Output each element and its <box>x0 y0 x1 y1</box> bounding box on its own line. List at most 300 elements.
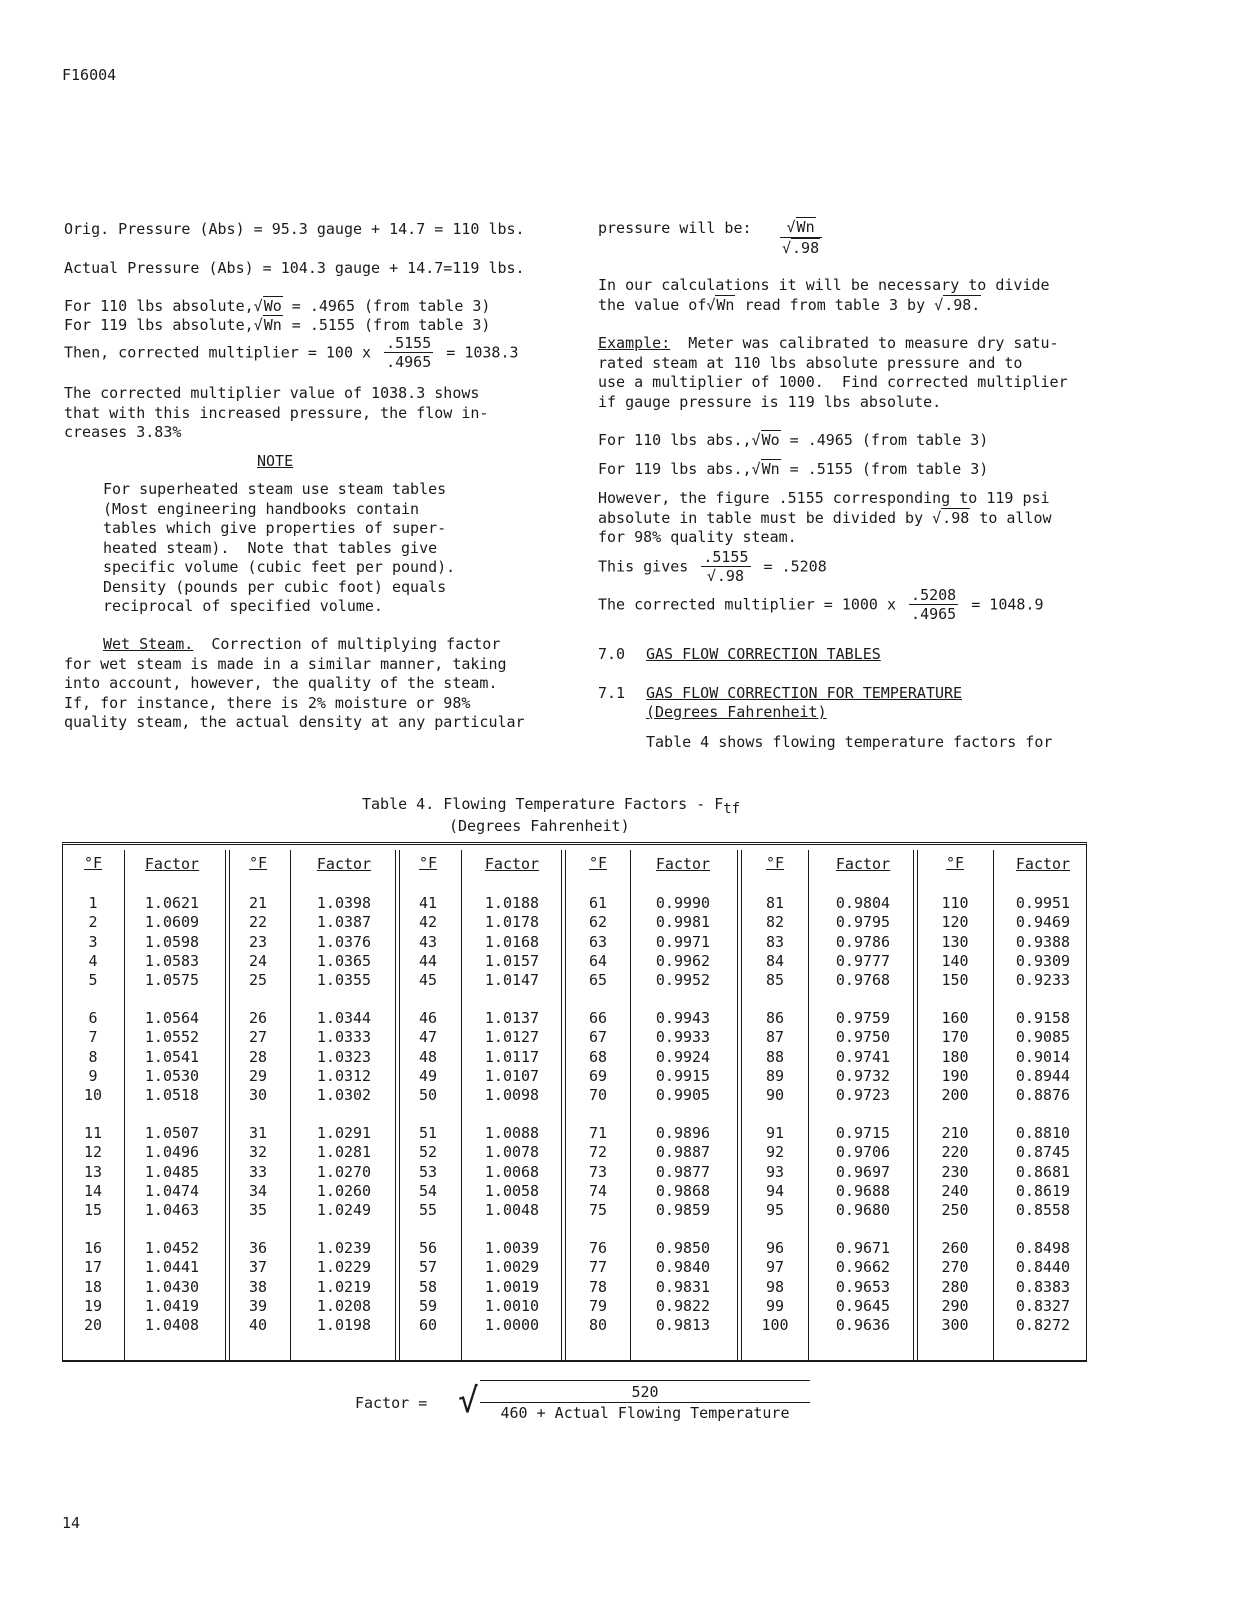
table-cell-temperature: 77 <box>588 1258 608 1277</box>
table-cell-factor: 0.9662 <box>835 1258 891 1277</box>
table-cell-factor: 1.0387 <box>316 913 372 932</box>
table-cell-factor: 1.0029 <box>484 1258 540 1277</box>
table-cell-temperature: 290 <box>941 1296 969 1315</box>
table-cell-factor: 0.9706 <box>835 1143 891 1162</box>
table-cell-temperature: 42 <box>418 913 438 932</box>
table-cell-factor: 0.9469 <box>1015 913 1071 932</box>
table-cell-temperature: 280 <box>941 1277 969 1296</box>
table-cell-factor: 1.0117 <box>484 1047 540 1066</box>
table-cell-temperature: 85 <box>765 971 785 990</box>
table-cell-factor: 1.0485 <box>144 1162 200 1181</box>
table-cell-temperature: 76 <box>588 1239 608 1257</box>
table-cell-factor: 0.9680 <box>835 1201 891 1220</box>
table-cell-factor: 1.0260 <box>316 1181 372 1200</box>
table-cell-temperature: 34 <box>248 1181 268 1200</box>
however-line-1: However, the figure .5155 corresponding to 119 psi <box>598 489 1050 507</box>
table-cell-temperature: 300 <box>941 1316 969 1335</box>
table-cell-temperature: 92 <box>765 1143 785 1162</box>
table-cell-temperature: 160 <box>941 1009 969 1027</box>
table-divider <box>737 850 742 1360</box>
table-cell-temperature: 140 <box>941 951 969 970</box>
column-header-f: °F <box>945 854 965 872</box>
table-cell-temperature: 260 <box>941 1239 969 1257</box>
table-cell-factor: 1.0463 <box>144 1201 200 1220</box>
wet-steam-paragraph: Wet Steam. Correction of multiplying factor for wet steam is made in a similar manner, taking into account, however, the quality of the steam. If, for instance, there is 2% moisture or 98% quality steam, the actual density at any particular <box>64 635 525 731</box>
table-cell-temperature: 110 <box>941 894 969 912</box>
table-cell-temperature: 35 <box>248 1201 268 1220</box>
this-gives-line: This gives $\frac{.5155}{√.98}$ = .5208 <box>598 548 827 585</box>
table-cell-factor: 1.0198 <box>316 1316 372 1335</box>
table-cell-temperature: 66 <box>588 1009 608 1027</box>
table-cell-factor: 0.8272 <box>1015 1316 1071 1335</box>
table-cell-temperature: 88 <box>765 1047 785 1066</box>
table-cell-factor: 0.8440 <box>1015 1258 1071 1277</box>
table-cell-factor: 1.0312 <box>316 1066 372 1085</box>
table-cell-factor: 1.0541 <box>144 1047 200 1066</box>
column-header-factor: Factor <box>655 855 711 873</box>
column-header-factor: Factor <box>484 855 540 873</box>
table-cell-temperature: 82 <box>765 913 785 932</box>
table-cell-factor: 0.9990 <box>655 894 711 912</box>
table-cell-temperature: 13 <box>83 1162 103 1181</box>
table-cell-factor: 1.0098 <box>484 1086 540 1105</box>
table-cell-temperature: 12 <box>83 1143 103 1162</box>
table-cell-factor: 0.9915 <box>655 1066 711 1085</box>
table-cell-factor: 1.0039 <box>484 1239 540 1257</box>
table-cell-factor: 1.0344 <box>316 1009 372 1027</box>
table-cell-temperature: 83 <box>765 932 785 951</box>
table-cell-temperature: 65 <box>588 971 608 990</box>
table-cell-temperature: 43 <box>418 932 438 951</box>
table-cell-temperature: 97 <box>765 1258 785 1277</box>
fraction: $\frac{.5155}{√.98}$ <box>703 548 749 585</box>
table-caption-subtitle: (Degrees Fahrenheit) <box>449 817 630 835</box>
table-cell-temperature: 59 <box>418 1296 438 1315</box>
table-cell-temperature: 31 <box>248 1124 268 1142</box>
table-cell-temperature: 220 <box>941 1143 969 1162</box>
table-cell-temperature: 73 <box>588 1162 608 1181</box>
table-cell-temperature: 120 <box>941 913 969 932</box>
table-cell-factor: 1.0219 <box>316 1277 372 1296</box>
formula-numerator: 520 <box>631 1383 659 1401</box>
calc-line-1: In our calculations it will be necessary to divide <box>598 276 1050 294</box>
table-cell-temperature: 40 <box>248 1316 268 1335</box>
table-cell-factor: 1.0058 <box>484 1181 540 1200</box>
table-cell-temperature: 16 <box>83 1239 103 1257</box>
table-cell-temperature: 14 <box>83 1181 103 1200</box>
note-body: For superheated steam use steam tables (Most engineering handbooks contain tables which give properties of super- heated steam). Note that tables give specific volume (cubic feet per pound). Density (pounds per cubic foot) equals reciprocal of specified volume. <box>103 480 456 615</box>
table-divider <box>561 850 566 1360</box>
table-cell-factor: 1.0452 <box>144 1239 200 1257</box>
table-cell-temperature: 47 <box>418 1028 438 1047</box>
table-cell-factor: 1.0398 <box>316 894 372 912</box>
table-cell-factor: 0.9822 <box>655 1296 711 1315</box>
table-cell-temperature: 38 <box>248 1277 268 1296</box>
left-then-line: Then, corrected multiplier = 100 x $\frac{.5155}{.4965}$ = 1038.3 <box>64 334 519 371</box>
table-cell-factor: 0.9014 <box>1015 1047 1071 1066</box>
table-cell-temperature: 130 <box>941 932 969 951</box>
table-cell-factor: 0.9951 <box>1015 894 1071 912</box>
right-for110-line: For 110 lbs abs.,√Wo = .4965 (from table 3) <box>598 431 989 449</box>
table-cell-factor: 1.0441 <box>144 1258 200 1277</box>
table-cell-factor: 1.0249 <box>316 1201 372 1220</box>
formula-label: Factor = <box>355 1394 428 1412</box>
table-cell-temperature: 39 <box>248 1296 268 1315</box>
table-cell-factor: 0.9804 <box>835 894 891 912</box>
table-cell-temperature: 20 <box>83 1316 103 1335</box>
table-cell-temperature: 17 <box>83 1258 103 1277</box>
table-cell-factor: 0.9723 <box>835 1086 891 1105</box>
table-cell-factor: 0.9688 <box>835 1181 891 1200</box>
table-cell-factor: 0.9859 <box>655 1201 711 1220</box>
document-id: F16004 <box>62 66 117 84</box>
table-cell-factor: 0.9952 <box>655 971 711 990</box>
however-line-2: absolute in table must be divided by √.98 to allow <box>598 509 1052 527</box>
table-cell-temperature: 70 <box>588 1086 608 1105</box>
table-cell-factor: 0.9924 <box>655 1047 711 1066</box>
table-cell-temperature: 270 <box>941 1258 969 1277</box>
table-cell-factor: 1.0408 <box>144 1316 200 1335</box>
table-cell-factor: 0.9887 <box>655 1143 711 1162</box>
table-cell-factor: 1.0178 <box>484 913 540 932</box>
table-cell-temperature: 41 <box>418 894 438 912</box>
table-cell-factor: 0.9933 <box>655 1028 711 1047</box>
table-cell-temperature: 250 <box>941 1201 969 1220</box>
table-cell-factor: 1.0365 <box>316 951 372 970</box>
table-cell-factor: 0.9715 <box>835 1124 891 1142</box>
table-cell-temperature: 210 <box>941 1124 969 1142</box>
table-cell-factor: 0.8876 <box>1015 1086 1071 1105</box>
table-cell-factor: 0.9877 <box>655 1162 711 1181</box>
table-cell-temperature: 11 <box>83 1124 103 1142</box>
table-cell-factor: 0.8498 <box>1015 1239 1071 1257</box>
table-cell-temperature: 22 <box>248 913 268 932</box>
calc-line-2: the value of√Wn read from table 3 by √.98. <box>598 296 981 314</box>
table-cell-factor: 1.0000 <box>484 1316 540 1335</box>
column-header-factor: Factor <box>316 855 372 873</box>
table-cell-temperature: 90 <box>765 1086 785 1105</box>
table-cell-factor: 1.0137 <box>484 1009 540 1027</box>
table-cell-temperature: 52 <box>418 1143 438 1162</box>
table-cell-temperature: 23 <box>248 932 268 951</box>
column-header-f: °F <box>248 854 268 872</box>
table-cell-factor: 0.8681 <box>1015 1162 1071 1181</box>
column-header-f: °F <box>588 854 608 872</box>
table-cell-temperature: 53 <box>418 1162 438 1181</box>
table-cell-temperature: 95 <box>765 1201 785 1220</box>
column-header-f: °F <box>418 854 438 872</box>
section-7-1-title-1: GAS FLOW CORRECTION FOR TEMPERATURE <box>646 684 963 702</box>
example-label: Example: <box>598 334 671 352</box>
table-cell-factor: 1.0229 <box>316 1258 372 1277</box>
formula-denominator: 460 + Actual Flowing Temperature <box>500 1404 790 1422</box>
table-cell-factor: 0.9896 <box>655 1124 711 1142</box>
table-cell-temperature: 49 <box>418 1066 438 1085</box>
table-cell-factor: 1.0419 <box>144 1296 200 1315</box>
column-header-factor: Factor <box>835 855 891 873</box>
table-cell-factor: 0.9233 <box>1015 971 1071 990</box>
table-cell-factor: 1.0168 <box>484 932 540 951</box>
table-cell-temperature: 51 <box>418 1124 438 1142</box>
sqrt-symbol: √Wn <box>253 316 282 334</box>
column-header-f: °F <box>83 854 103 872</box>
table-cell-temperature: 170 <box>941 1028 969 1047</box>
table-cell-temperature: 240 <box>941 1181 969 1200</box>
table-cell-temperature: 58 <box>418 1277 438 1296</box>
table-cell-temperature: 61 <box>588 894 608 912</box>
table-cell-factor: 0.9962 <box>655 951 711 970</box>
table-cell-temperature: 55 <box>418 1201 438 1220</box>
table-cell-temperature: 32 <box>248 1143 268 1162</box>
table-cell-temperature: 150 <box>941 971 969 990</box>
table-cell-factor: 1.0609 <box>144 913 200 932</box>
table-cell-factor: 0.9840 <box>655 1258 711 1277</box>
column-header-factor: Factor <box>1015 855 1071 873</box>
table-cell-factor: 0.9388 <box>1015 932 1071 951</box>
table-cell-temperature: 67 <box>588 1028 608 1047</box>
orig-pressure-line: Orig. Pressure (Abs) = 95.3 gauge + 14.7 = 110 lbs. <box>64 220 525 238</box>
table-cell-factor: 0.9768 <box>835 971 891 990</box>
table-cell-factor: 1.0147 <box>484 971 540 990</box>
table-cell-factor: 1.0302 <box>316 1086 372 1105</box>
table-cell-factor: 1.0583 <box>144 951 200 970</box>
table-cell-factor: 1.0019 <box>484 1277 540 1296</box>
table-cell-temperature: 5 <box>88 971 98 990</box>
table-cell-factor: 1.0239 <box>316 1239 372 1257</box>
table-cell-temperature: 46 <box>418 1009 438 1027</box>
table-cell-factor: 1.0518 <box>144 1086 200 1105</box>
table-cell-factor: 0.9868 <box>655 1181 711 1200</box>
table-cell-temperature: 200 <box>941 1086 969 1105</box>
table-cell-factor: 0.9777 <box>835 951 891 970</box>
table-cell-temperature: 99 <box>765 1296 785 1315</box>
table-cell-factor: 1.0208 <box>316 1296 372 1315</box>
table-cell-factor: 0.8558 <box>1015 1201 1071 1220</box>
table-cell-temperature: 1 <box>88 894 98 912</box>
table-caption: Table 4. Flowing Temperature Factors - $F_{tf}$ <box>362 795 741 817</box>
table-cell-temperature: 44 <box>418 951 438 970</box>
table-cell-temperature: 62 <box>588 913 608 932</box>
table-cell-temperature: 81 <box>765 894 785 912</box>
actual-pressure-line: Actual Pressure (Abs) = 104.3 gauge + 14.7=119 lbs. <box>64 259 525 277</box>
pressure-fraction: √Wn √.98 <box>780 217 822 258</box>
table-cell-temperature: 56 <box>418 1239 438 1257</box>
table-cell-factor: 1.0333 <box>316 1028 372 1047</box>
table-cell-factor: 0.9636 <box>835 1316 891 1335</box>
final-multiplier-line: The corrected multiplier = 1000 x $\frac{.5208}{.4965}$ = 1048.9 <box>598 586 1044 623</box>
table-cell-temperature: 33 <box>248 1162 268 1181</box>
table-cell-temperature: 3 <box>88 932 98 951</box>
page-number: 14 <box>62 1514 81 1532</box>
table-cell-factor: 0.9732 <box>835 1066 891 1085</box>
table-cell-factor: 1.0355 <box>316 971 372 990</box>
table-cell-factor: 0.8944 <box>1015 1066 1071 1085</box>
table-cell-factor: 0.9795 <box>835 913 891 932</box>
table-cell-factor: 1.0291 <box>316 1124 372 1142</box>
table-cell-factor: 1.0068 <box>484 1162 540 1181</box>
table-divider <box>630 850 631 1360</box>
table-cell-factor: 1.0496 <box>144 1143 200 1162</box>
table-cell-temperature: 4 <box>88 951 98 970</box>
table-cell-factor: 0.8810 <box>1015 1124 1071 1142</box>
table-cell-temperature: 68 <box>588 1047 608 1066</box>
sqrt-symbol: √Wo <box>253 297 282 315</box>
table-cell-factor: 0.9786 <box>835 932 891 951</box>
table-cell-factor: 1.0474 <box>144 1181 200 1200</box>
table-cell-temperature: 84 <box>765 951 785 970</box>
table-cell-temperature: 50 <box>418 1086 438 1105</box>
table-cell-temperature: 72 <box>588 1143 608 1162</box>
table-cell-factor: 0.9813 <box>655 1316 711 1335</box>
table-cell-factor: 1.0598 <box>144 932 200 951</box>
table-cell-factor: 0.9697 <box>835 1162 891 1181</box>
table-cell-factor: 1.0078 <box>484 1143 540 1162</box>
table-cell-temperature: 18 <box>83 1277 103 1296</box>
section-7-0-number: 7.0 <box>598 645 626 663</box>
table-cell-temperature: 48 <box>418 1047 438 1066</box>
table-cell-factor: 1.0530 <box>144 1066 200 1085</box>
table-cell-factor: 1.0564 <box>144 1009 200 1027</box>
table-cell-temperature: 2 <box>88 913 98 932</box>
table-cell-temperature: 230 <box>941 1162 969 1181</box>
table-cell-factor: 1.0430 <box>144 1277 200 1296</box>
table-cell-temperature: 79 <box>588 1296 608 1315</box>
table-cell-temperature: 75 <box>588 1201 608 1220</box>
table-cell-temperature: 96 <box>765 1239 785 1257</box>
table-cell-temperature: 9 <box>88 1066 98 1085</box>
table-cell-temperature: 26 <box>248 1009 268 1027</box>
right-for119-line: For 119 lbs abs.,√Wn = .5155 (from table 3) <box>598 460 989 478</box>
table-cell-temperature: 87 <box>765 1028 785 1047</box>
table-cell-temperature: 190 <box>941 1066 969 1085</box>
table-cell-factor: 1.0088 <box>484 1124 540 1142</box>
table-divider <box>290 850 291 1360</box>
table-cell-temperature: 94 <box>765 1181 785 1200</box>
table-cell-temperature: 45 <box>418 971 438 990</box>
corrected-multiplier-paragraph: The corrected multiplier value of 1038.3 shows that with this increased pressure, the flow in- creases 3.83% <box>64 384 489 441</box>
table-cell-factor: 0.9645 <box>835 1296 891 1315</box>
table-cell-factor: 1.0010 <box>484 1296 540 1315</box>
table-cell-factor: 0.8619 <box>1015 1181 1071 1200</box>
table-cell-temperature: 60 <box>418 1316 438 1335</box>
table-cell-temperature: 100 <box>761 1316 789 1335</box>
table-cell-temperature: 8 <box>88 1047 98 1066</box>
table-cell-temperature: 78 <box>588 1277 608 1296</box>
table-cell-temperature: 64 <box>588 951 608 970</box>
table-cell-temperature: 25 <box>248 971 268 990</box>
table-cell-temperature: 57 <box>418 1258 438 1277</box>
table-cell-factor: 1.0575 <box>144 971 200 990</box>
however-line-3: for 98% quality steam. <box>598 528 797 546</box>
table-cell-temperature: 24 <box>248 951 268 970</box>
table-cell-factor: 1.0507 <box>144 1124 200 1142</box>
table-cell-factor: 0.9905 <box>655 1086 711 1105</box>
table-cell-temperature: 19 <box>83 1296 103 1315</box>
table-cell-temperature: 63 <box>588 932 608 951</box>
note-heading: NOTE <box>257 452 294 470</box>
table-cell-factor: 0.8327 <box>1015 1296 1071 1315</box>
table-cell-factor: 1.0621 <box>144 894 200 912</box>
table-cell-temperature: 21 <box>248 894 268 912</box>
table-cell-temperature: 93 <box>765 1162 785 1181</box>
table-divider <box>993 850 994 1360</box>
table-cell-temperature: 15 <box>83 1201 103 1220</box>
section-7-1-number: 7.1 <box>598 684 626 702</box>
table-cell-factor: 0.9971 <box>655 932 711 951</box>
table-cell-factor: 0.9741 <box>835 1047 891 1066</box>
table-cell-temperature: 86 <box>765 1009 785 1027</box>
section-7-1-title-2: (Degrees Fahrenheit) <box>646 703 827 721</box>
table-cell-factor: 1.0323 <box>316 1047 372 1066</box>
table-cell-temperature: 74 <box>588 1181 608 1200</box>
table-cell-temperature: 6 <box>88 1009 98 1027</box>
table-divider <box>461 850 462 1360</box>
table-cell-temperature: 10 <box>83 1086 103 1105</box>
left-for119-line: For 119 lbs absolute,√Wn = .5155 (from table 3) <box>64 316 491 334</box>
table-cell-temperature: 28 <box>248 1047 268 1066</box>
section-7-0-title: GAS FLOW CORRECTION TABLES <box>646 645 881 663</box>
table-cell-factor: 0.8745 <box>1015 1143 1071 1162</box>
section-7-1-body: Table 4 shows flowing temperature factors for <box>646 733 1053 751</box>
table-cell-factor: 0.9943 <box>655 1009 711 1027</box>
column-header-f: °F <box>765 854 785 872</box>
table-cell-temperature: 54 <box>418 1181 438 1200</box>
table-cell-temperature: 180 <box>941 1047 969 1066</box>
table-cell-factor: 0.9831 <box>655 1277 711 1296</box>
table-divider <box>124 850 125 1360</box>
table-cell-factor: 1.0188 <box>484 894 540 912</box>
table-cell-temperature: 80 <box>588 1316 608 1335</box>
table-cell-temperature: 37 <box>248 1258 268 1277</box>
table-cell-factor: 1.0107 <box>484 1066 540 1085</box>
left-for110-line: For 110 lbs absolute,√Wo = .4965 (from table 3) <box>64 297 491 315</box>
table-cell-factor: 0.9085 <box>1015 1028 1071 1047</box>
table-cell-temperature: 91 <box>765 1124 785 1142</box>
table-cell-temperature: 36 <box>248 1239 268 1257</box>
table-cell-temperature: 89 <box>765 1066 785 1085</box>
table-cell-factor: 1.0376 <box>316 932 372 951</box>
column-header-factor: Factor <box>144 855 200 873</box>
table-cell-temperature: 30 <box>248 1086 268 1105</box>
fraction: $\frac{.5155}{.4965}$ <box>386 334 432 371</box>
example-paragraph: Example: Meter was calibrated to measure dry satu- rated steam at 110 lbs absolute pressure and to use a multiplier of 1000. Find corrected multiplier if gauge pressure is 119 lbs absolute. <box>598 334 1068 411</box>
table-cell-temperature: 98 <box>765 1277 785 1296</box>
table-cell-factor: 0.8383 <box>1015 1277 1071 1296</box>
table-cell-factor: 1.0281 <box>316 1143 372 1162</box>
table-cell-factor: 0.9981 <box>655 913 711 932</box>
table-cell-temperature: 69 <box>588 1066 608 1085</box>
table-cell-factor: 0.9309 <box>1015 951 1071 970</box>
table-cell-temperature: 71 <box>588 1124 608 1142</box>
table-cell-factor: 0.9750 <box>835 1028 891 1047</box>
table-divider <box>913 850 918 1360</box>
sqrt-symbol: √ <box>458 1381 479 1421</box>
table-cell-factor: 1.0048 <box>484 1201 540 1220</box>
table-cell-factor: 0.9158 <box>1015 1009 1071 1027</box>
table-cell-factor: 1.0552 <box>144 1028 200 1047</box>
table-cell-temperature: 7 <box>88 1028 98 1047</box>
table-cell-factor: 1.0157 <box>484 951 540 970</box>
wet-steam-title: Wet Steam. <box>103 635 194 653</box>
table-cell-factor: 1.0127 <box>484 1028 540 1047</box>
table-cell-factor: 0.9850 <box>655 1239 711 1257</box>
table-cell-temperature: 29 <box>248 1066 268 1085</box>
table-cell-factor: 0.9671 <box>835 1239 891 1257</box>
pressure-will-be-label: pressure will be: <box>598 219 752 237</box>
table-cell-temperature: 27 <box>248 1028 268 1047</box>
table-cell-factor: 1.0270 <box>316 1162 372 1181</box>
table-cell-factor: 0.9653 <box>835 1277 891 1296</box>
